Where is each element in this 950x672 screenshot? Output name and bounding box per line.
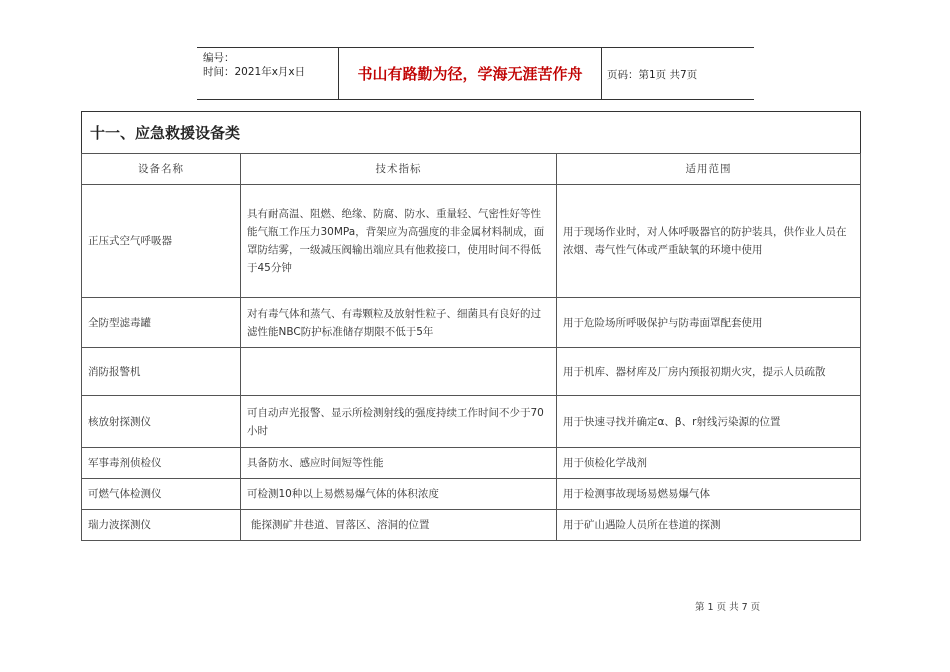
column-header-name: 设备名称 [82,154,241,185]
equipment-scope: 用于危险场所呼吸保护与防毒面罩配套使用 [557,298,861,348]
equipment-name: 全防型滤毒罐 [82,298,241,348]
equipment-name: 核放射探测仪 [82,396,241,448]
page-footer: 第 1 页 共 7 页 [695,602,761,613]
equipment-name: 可燃气体检测仪 [82,479,241,510]
section-title: 十一、应急救援设备类 [81,111,861,153]
equipment-spec: 对有毒气体和蒸气、有毒颗粒及放射性粒子、细菌具有良好的过滤性能NBC防护标准储存期限不低于5年 [241,298,557,348]
doc-time-label: 时间：2021年x月x日 [203,66,306,78]
equipment-name: 消防报警机 [82,348,241,396]
equipment-name: 正压式空气呼吸器 [82,185,241,298]
equipment-spec: 具备防水、感应时间短等性能 [241,448,557,479]
table-row [82,348,861,396]
equipment-spec: 能探测矿井巷道、冒落区、溶洞的位置 [241,510,557,541]
equipment-scope: 用于检测事故现场易燃易爆气体 [557,479,861,510]
table-header-row [82,154,861,185]
table-row [82,298,861,348]
equipment-spec: 具有耐高温、阻燃、绝缘、防腐、防水、重量轻、气密性好等性能气瓶工作压力30MPa，背架应为高强度的非金属材料制成，面罩防结雾，一级减压阀输出端应具有他救接口，使用时间不得低于45分钟 [241,185,557,298]
equipment-spec [241,348,557,396]
doc-code-label: 编号： [203,52,235,64]
header-left [203,51,305,79]
equipment-table [81,153,861,541]
equipment-scope: 用于侦检化学战剂 [557,448,861,479]
page-header [197,47,754,100]
column-header-scope: 适用范围 [557,154,861,185]
equipment-scope: 用于现场作业时，对人体呼吸器官的防护装具，供作业人员在浓烟、毒气性气体或严重缺氧的环境中使用 [557,185,861,298]
table-row [82,479,861,510]
table-row [82,510,861,541]
equipment-name: 军事毒剂侦检仪 [82,448,241,479]
header-motto: 书山有路勤为径，学海无涯苦作舟 [338,48,602,99]
header-page-number: 页码：第1页 共7页 [607,69,698,81]
table-row [82,396,861,448]
document-body [81,111,861,541]
equipment-scope: 用于机库、器材库及厂房内预报初期火灾，提示人员疏散 [557,348,861,396]
table-row [82,185,861,298]
equipment-spec: 可检测10种以上易燃易爆气体的体积浓度 [241,479,557,510]
table-row [82,448,861,479]
equipment-scope: 用于快速寻找并确定α、β、r射线污染源的位置 [557,396,861,448]
equipment-spec: 可自动声光报警、显示所检测射线的强度持续工作时间不少于70小时 [241,396,557,448]
equipment-name: 瑞力波探测仪 [82,510,241,541]
equipment-scope: 用于矿山遇险人员所在巷道的探测 [557,510,861,541]
column-header-spec: 技术指标 [241,154,557,185]
